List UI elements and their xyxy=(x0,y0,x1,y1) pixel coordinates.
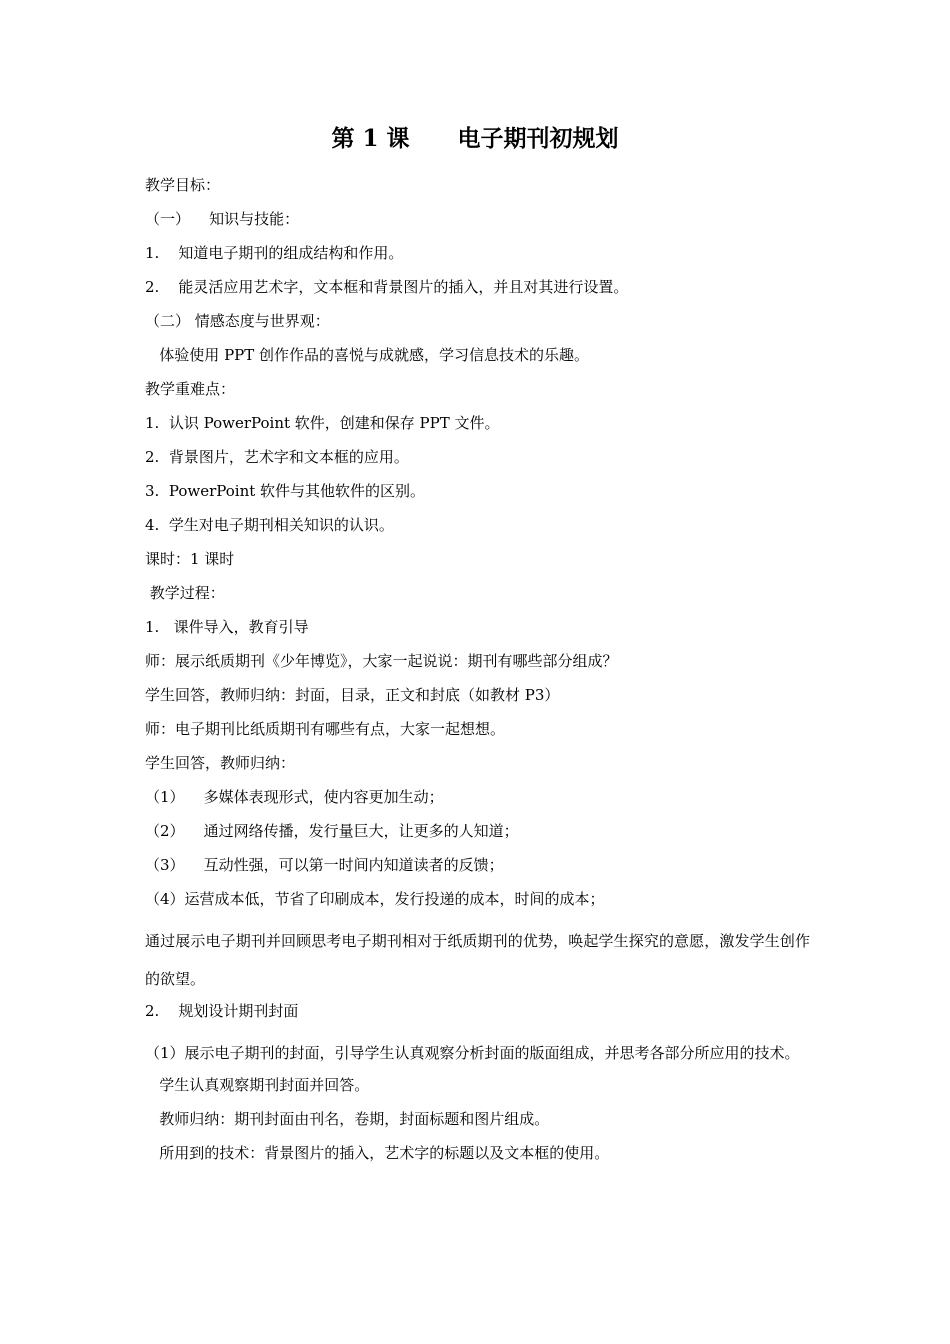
text-line: （二） 情感态度与世界观： xyxy=(145,312,330,330)
text-line: 教师归纳：期刊封面由刊名，卷期，封面标题和图片组成。 xyxy=(145,1110,550,1128)
text-line: 1. 知道电子期刊的组成结构和作用。 xyxy=(145,244,404,262)
text-line: 所用到的技术：背景图片的插入，艺术字的标题以及文本框的使用。 xyxy=(145,1144,610,1162)
text-line: 2. 背景图片，艺术字和文本框的应用。 xyxy=(145,448,409,466)
text-line: （2） 通过网络传播，发行量巨大，让更多的人知道； xyxy=(145,822,519,840)
text-line: 2. 能灵活应用艺术字，文本框和背景图片的插入，并且对其进行设置。 xyxy=(145,278,629,296)
text-line: 2. 规划设计期刊封面 xyxy=(145,1002,299,1020)
text-line: （4）运营成本低，节省了印刷成本，发行投递的成本，时间的成本； xyxy=(145,890,605,908)
text-line: 4. 学生对电子期刊相关知识的认识。 xyxy=(145,516,394,534)
text-line: （一） 知识与技能： xyxy=(145,210,300,228)
text-line: 学生认真观察期刊封面并回答。 xyxy=(145,1076,370,1094)
text-line: （3） 互动性强，可以第一时间内知道读者的反馈； xyxy=(145,856,504,874)
text-line: 学生回答，教师归纳： xyxy=(145,754,296,772)
text-line: （1） 多媒体表现形式，使内容更加生动； xyxy=(145,788,444,806)
text-line: 师：电子期刊比纸质期刊有哪些有点，大家一起想想。 xyxy=(145,720,506,738)
paragraph: 通过展示电子期刊并回顾思考电子期刊相对于纸质期刊的优势，唤起学生探究的意愿，激发学生创作的欲望。 xyxy=(145,932,810,988)
text-line: 教学过程： xyxy=(145,584,225,602)
text-line: 3. PowerPoint 软件与其他软件的区别。 xyxy=(145,482,426,500)
text-line: 学生回答，教师归纳：封面，目录，正文和封底（如教材 P3） xyxy=(145,686,560,704)
text-line: 教学目标： xyxy=(145,176,221,194)
text-line: 体验使用 PPT 创作作品的喜悦与成就感，学习信息技术的乐趣。 xyxy=(145,346,590,364)
text-line: 教学重难点： xyxy=(145,380,236,398)
text-line: 1. 课件导入，教育引导 xyxy=(145,618,309,636)
document-body xyxy=(145,174,810,1176)
text-line: 课时：1 课时 xyxy=(145,550,235,568)
text-line: 1. 认识 PowerPoint 软件，创建和保存 PPT 文件。 xyxy=(145,414,500,432)
text-line: 师：展示纸质期刊《少年博览》，大家一起说说：期刊有哪些部分组成？ xyxy=(145,652,618,670)
page-title: 第 1 课 电子期刊初规划 xyxy=(331,125,619,152)
paragraph: （1）展示电子期刊的封面，引导学生认真观察分析封面的版面组成，并思考各部分所应用的技术。 xyxy=(145,1044,800,1062)
